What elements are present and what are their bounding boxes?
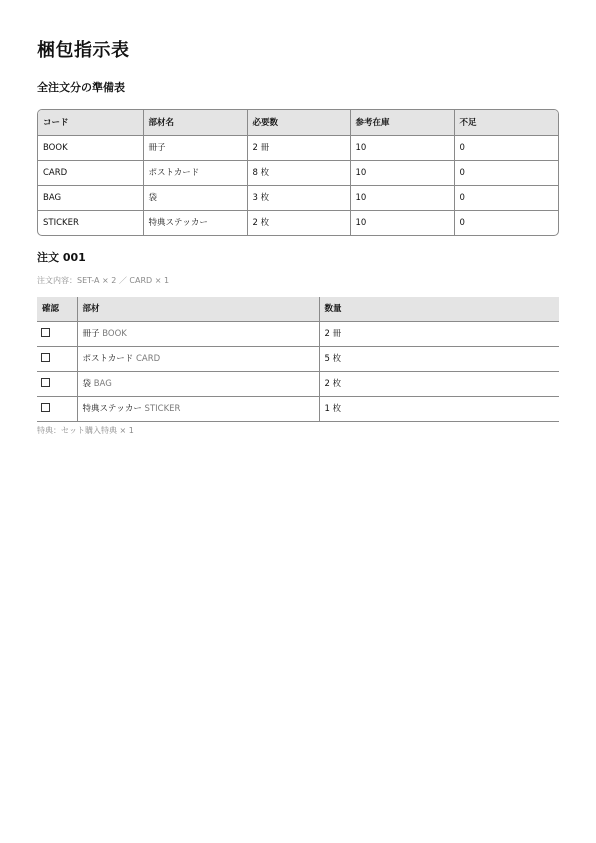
checkbox[interactable]: [41, 378, 50, 387]
summary-cell-required: 2 枚: [247, 211, 350, 236]
checkbox[interactable]: [41, 403, 50, 412]
table-row: [37, 322, 559, 347]
table-row: [38, 161, 558, 186]
summary-header-row: [38, 110, 558, 136]
summary-cell-name: 特典ステッカー: [143, 211, 247, 236]
table-row: [37, 347, 559, 372]
checkbox[interactable]: [41, 353, 50, 362]
summary-cell-name: 冊子: [143, 136, 247, 161]
summary-cell-required: 3 枚: [247, 186, 350, 211]
summary-cell-code: STICKER: [43, 218, 79, 228]
table-row: [37, 372, 559, 397]
check-cell: [37, 397, 77, 422]
order-header-item: 部材: [77, 297, 319, 322]
summary-header-code: コード: [38, 110, 143, 136]
table-row: [38, 211, 558, 236]
summary-cell-shortage: 0: [454, 136, 558, 161]
summary-cell-code: BAG: [38, 186, 143, 211]
summary-cell-required: 8 枚: [247, 161, 350, 186]
summary-title: 全注文分の準備表: [37, 81, 125, 94]
page-title: 梱包指示表: [37, 40, 130, 61]
order-header-row: [37, 297, 559, 322]
table-row: [38, 136, 558, 161]
order-table: [37, 297, 559, 422]
check-cell: [37, 347, 77, 372]
item-code: STICKER: [144, 404, 181, 414]
checkbox[interactable]: [41, 328, 50, 337]
item-code: BOOK: [102, 329, 127, 339]
summary-cell-code: CARD: [38, 161, 143, 186]
summary-cell-shortage: 0: [454, 186, 558, 211]
summary-table: [38, 110, 558, 235]
item-qty: 5 枚: [319, 347, 559, 372]
summary-cell-name: ポストカード: [143, 161, 247, 186]
summary-cell-code: BOOK: [38, 136, 143, 161]
item-qty: 2 冊: [319, 322, 559, 347]
summary-cell-stock: 10: [350, 161, 454, 186]
check-cell: [37, 322, 77, 347]
summary-header-stock: 参考在庫: [350, 110, 454, 136]
summary-cell-stock: 10: [350, 136, 454, 161]
item-cell: [77, 397, 319, 422]
item-code: BAG: [93, 379, 112, 389]
summary-header-required: 必要数: [247, 110, 350, 136]
item-qty: 1 枚: [319, 397, 559, 422]
summary-cell-stock: 10: [350, 186, 454, 211]
item-cell: [77, 372, 319, 397]
order-contents: 注文内容：SET-A × 2 ／ CARD × 1: [37, 276, 170, 285]
order-title: 注文 001: [37, 251, 86, 264]
item-code: CARD: [135, 354, 161, 364]
item-cell: [77, 347, 319, 372]
summary-cell-required: 2 冊: [247, 136, 350, 161]
summary-table-frame: [37, 109, 559, 236]
bonus-note: 特典：セット購入特典 × 1: [37, 426, 134, 435]
table-row: [37, 397, 559, 422]
table-row: [38, 186, 558, 211]
summary-cell-shortage: 0: [454, 161, 558, 186]
summary-header-name: 部材名: [143, 110, 247, 136]
item-name: 特典ステッカー: [82, 404, 142, 414]
item-name: 袋: [82, 379, 92, 389]
summary-cell-shortage: 0: [454, 211, 558, 236]
order-header-qty: 数量: [319, 297, 559, 322]
order-header-check: 確認: [37, 297, 77, 322]
summary-cell-name: 袋: [143, 186, 247, 211]
item-cell: [77, 322, 319, 347]
summary-cell-stock: 10: [350, 211, 454, 236]
item-qty: 2 枚: [319, 372, 559, 397]
item-name: ポストカード: [82, 354, 134, 364]
item-name: 冊子: [82, 329, 100, 339]
check-cell: [37, 372, 77, 397]
summary-header-shortage: 不足: [454, 110, 558, 136]
order-table-frame: [37, 297, 559, 422]
